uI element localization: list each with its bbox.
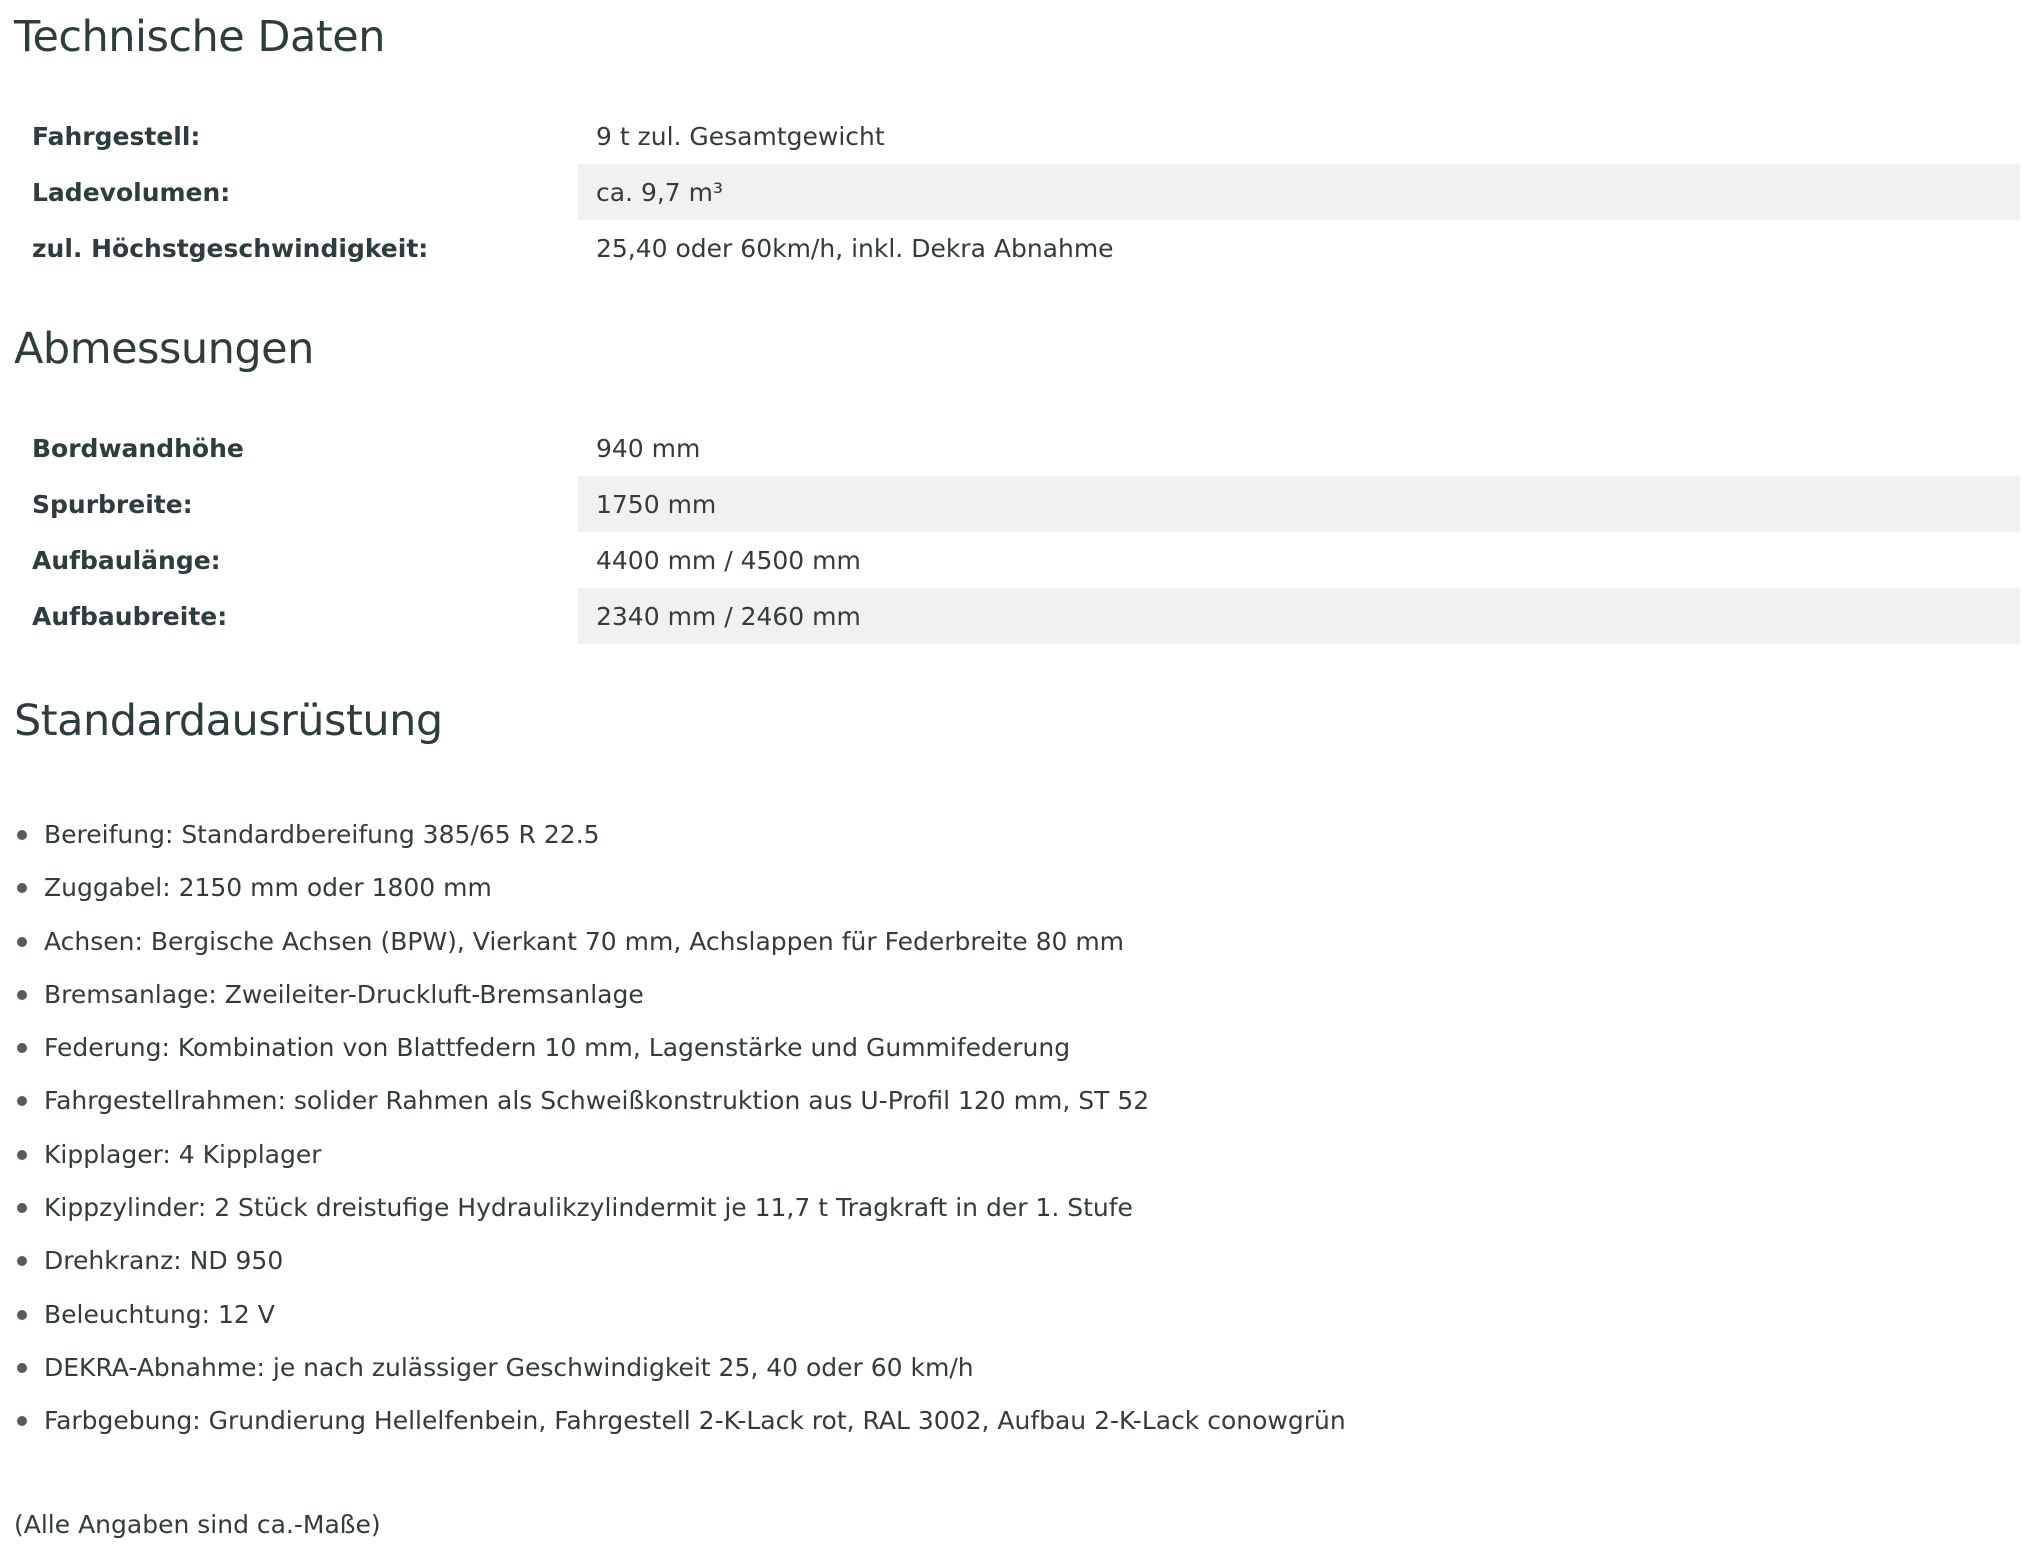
list-item <box>14 1181 2040 1234</box>
list-item <box>14 861 2040 914</box>
bullet-icon <box>17 1203 27 1213</box>
list-item-text: Federung: Kombination von Blattfedern 10 mm, Lagenstärke und Gummifederung <box>44 1033 1071 1063</box>
list-item <box>14 808 2040 861</box>
row-label: Aufbaulänge: <box>32 545 221 575</box>
row-label: Bordwandhöhe <box>32 433 244 463</box>
row-label: Aufbaubreite: <box>32 601 228 631</box>
equipment-list <box>14 808 2040 1448</box>
bullet-icon <box>17 1150 27 1160</box>
list-item-text: Achsen: Bergische Achsen (BPW), Vierkant 70 mm, Achslappen für Federbreite 80 mm <box>44 926 1125 956</box>
heading-standardausruestung: Standardausrüstung <box>14 696 443 746</box>
list-item-text: Farbgebung: Grundierung Hellelfenbein, Fahrgestell 2-K-Lack rot, RAL 3002, Aufbau 2-K-Lack conowgrün <box>44 1406 1346 1436</box>
table-row <box>14 476 2020 532</box>
heading-abmessungen: Abmessungen <box>14 324 314 374</box>
table-row <box>14 588 2020 644</box>
heading-technische-daten: Technische Daten <box>14 12 385 62</box>
row-label: Fahrgestell: <box>32 121 201 151</box>
list-item-text: Beleuchtung: 12 V <box>44 1299 275 1329</box>
row-value: 9 t zul. Gesamtgewicht <box>596 121 885 151</box>
list-item <box>14 1394 2040 1447</box>
list-item-text: Bremsanlage: Zweileiter-Druckluft-Bremsanlage <box>44 979 644 1009</box>
table-row <box>14 220 2020 276</box>
list-item-text: DEKRA-Abnahme: je nach zulässiger Geschwindigkeit 25, 40 oder 60 km/h <box>44 1352 974 1382</box>
table-technische-daten <box>14 108 2020 276</box>
row-value: 25,40 oder 60km/h, inkl. Dekra Abnahme <box>596 233 1114 263</box>
bullet-icon <box>17 1310 27 1320</box>
row-value: 1750 mm <box>578 476 2020 532</box>
list-item <box>14 1074 2040 1127</box>
footnote: (Alle Angaben sind ca.-Maße) <box>14 1509 381 1539</box>
list-item <box>14 968 2040 1021</box>
list-item <box>14 915 2040 968</box>
row-label: zul. Höchstgeschwindigkeit: <box>32 233 429 263</box>
bullet-icon <box>17 937 27 947</box>
bullet-icon <box>17 1416 27 1426</box>
row-value: 940 mm <box>596 433 701 463</box>
table-row <box>14 108 2020 164</box>
row-label: Ladevolumen: <box>32 177 231 207</box>
list-item-text: Bereifung: Standardbereifung 385/65 R 22.5 <box>44 820 600 849</box>
row-label: Spurbreite: <box>32 489 193 519</box>
bullet-icon <box>17 990 27 1000</box>
bullet-icon <box>17 1096 27 1106</box>
row-value: 4400 mm / 4500 mm <box>596 545 861 575</box>
list-item <box>14 1341 2040 1394</box>
list-item-text: Kippzylinder: 2 Stück dreistufige Hydraulikzylindermit je 11,7 t Tragkraft in der 1. Stufe <box>44 1193 1133 1223</box>
list-item-text: Kipplager: 4 Kipplager <box>44 1139 322 1169</box>
list-item-text: Zuggabel: 2150 mm oder 1800 mm <box>44 873 492 903</box>
list-item <box>14 1128 2040 1181</box>
list-item <box>14 1234 2040 1287</box>
bullet-icon <box>17 1363 27 1373</box>
table-row <box>14 164 2020 220</box>
table-row <box>14 532 2020 588</box>
list-item-text: Fahrgestellrahmen: solider Rahmen als Schweißkonstruktion aus U-Profil 120 mm, ST 52 <box>44 1086 1150 1116</box>
list-item-text: Drehkranz: ND 950 <box>44 1246 284 1276</box>
table-row <box>14 420 2020 476</box>
bullet-icon <box>17 883 27 893</box>
table-abmessungen <box>14 420 2020 644</box>
bullet-icon <box>17 1043 27 1053</box>
list-item <box>14 1021 2040 1074</box>
row-value: 2340 mm / 2460 mm <box>578 588 2020 644</box>
list-item <box>14 1288 2040 1341</box>
bullet-icon <box>17 1256 27 1266</box>
row-value: ca. 9,7 m³ <box>578 164 2020 220</box>
bullet-icon <box>17 830 27 840</box>
